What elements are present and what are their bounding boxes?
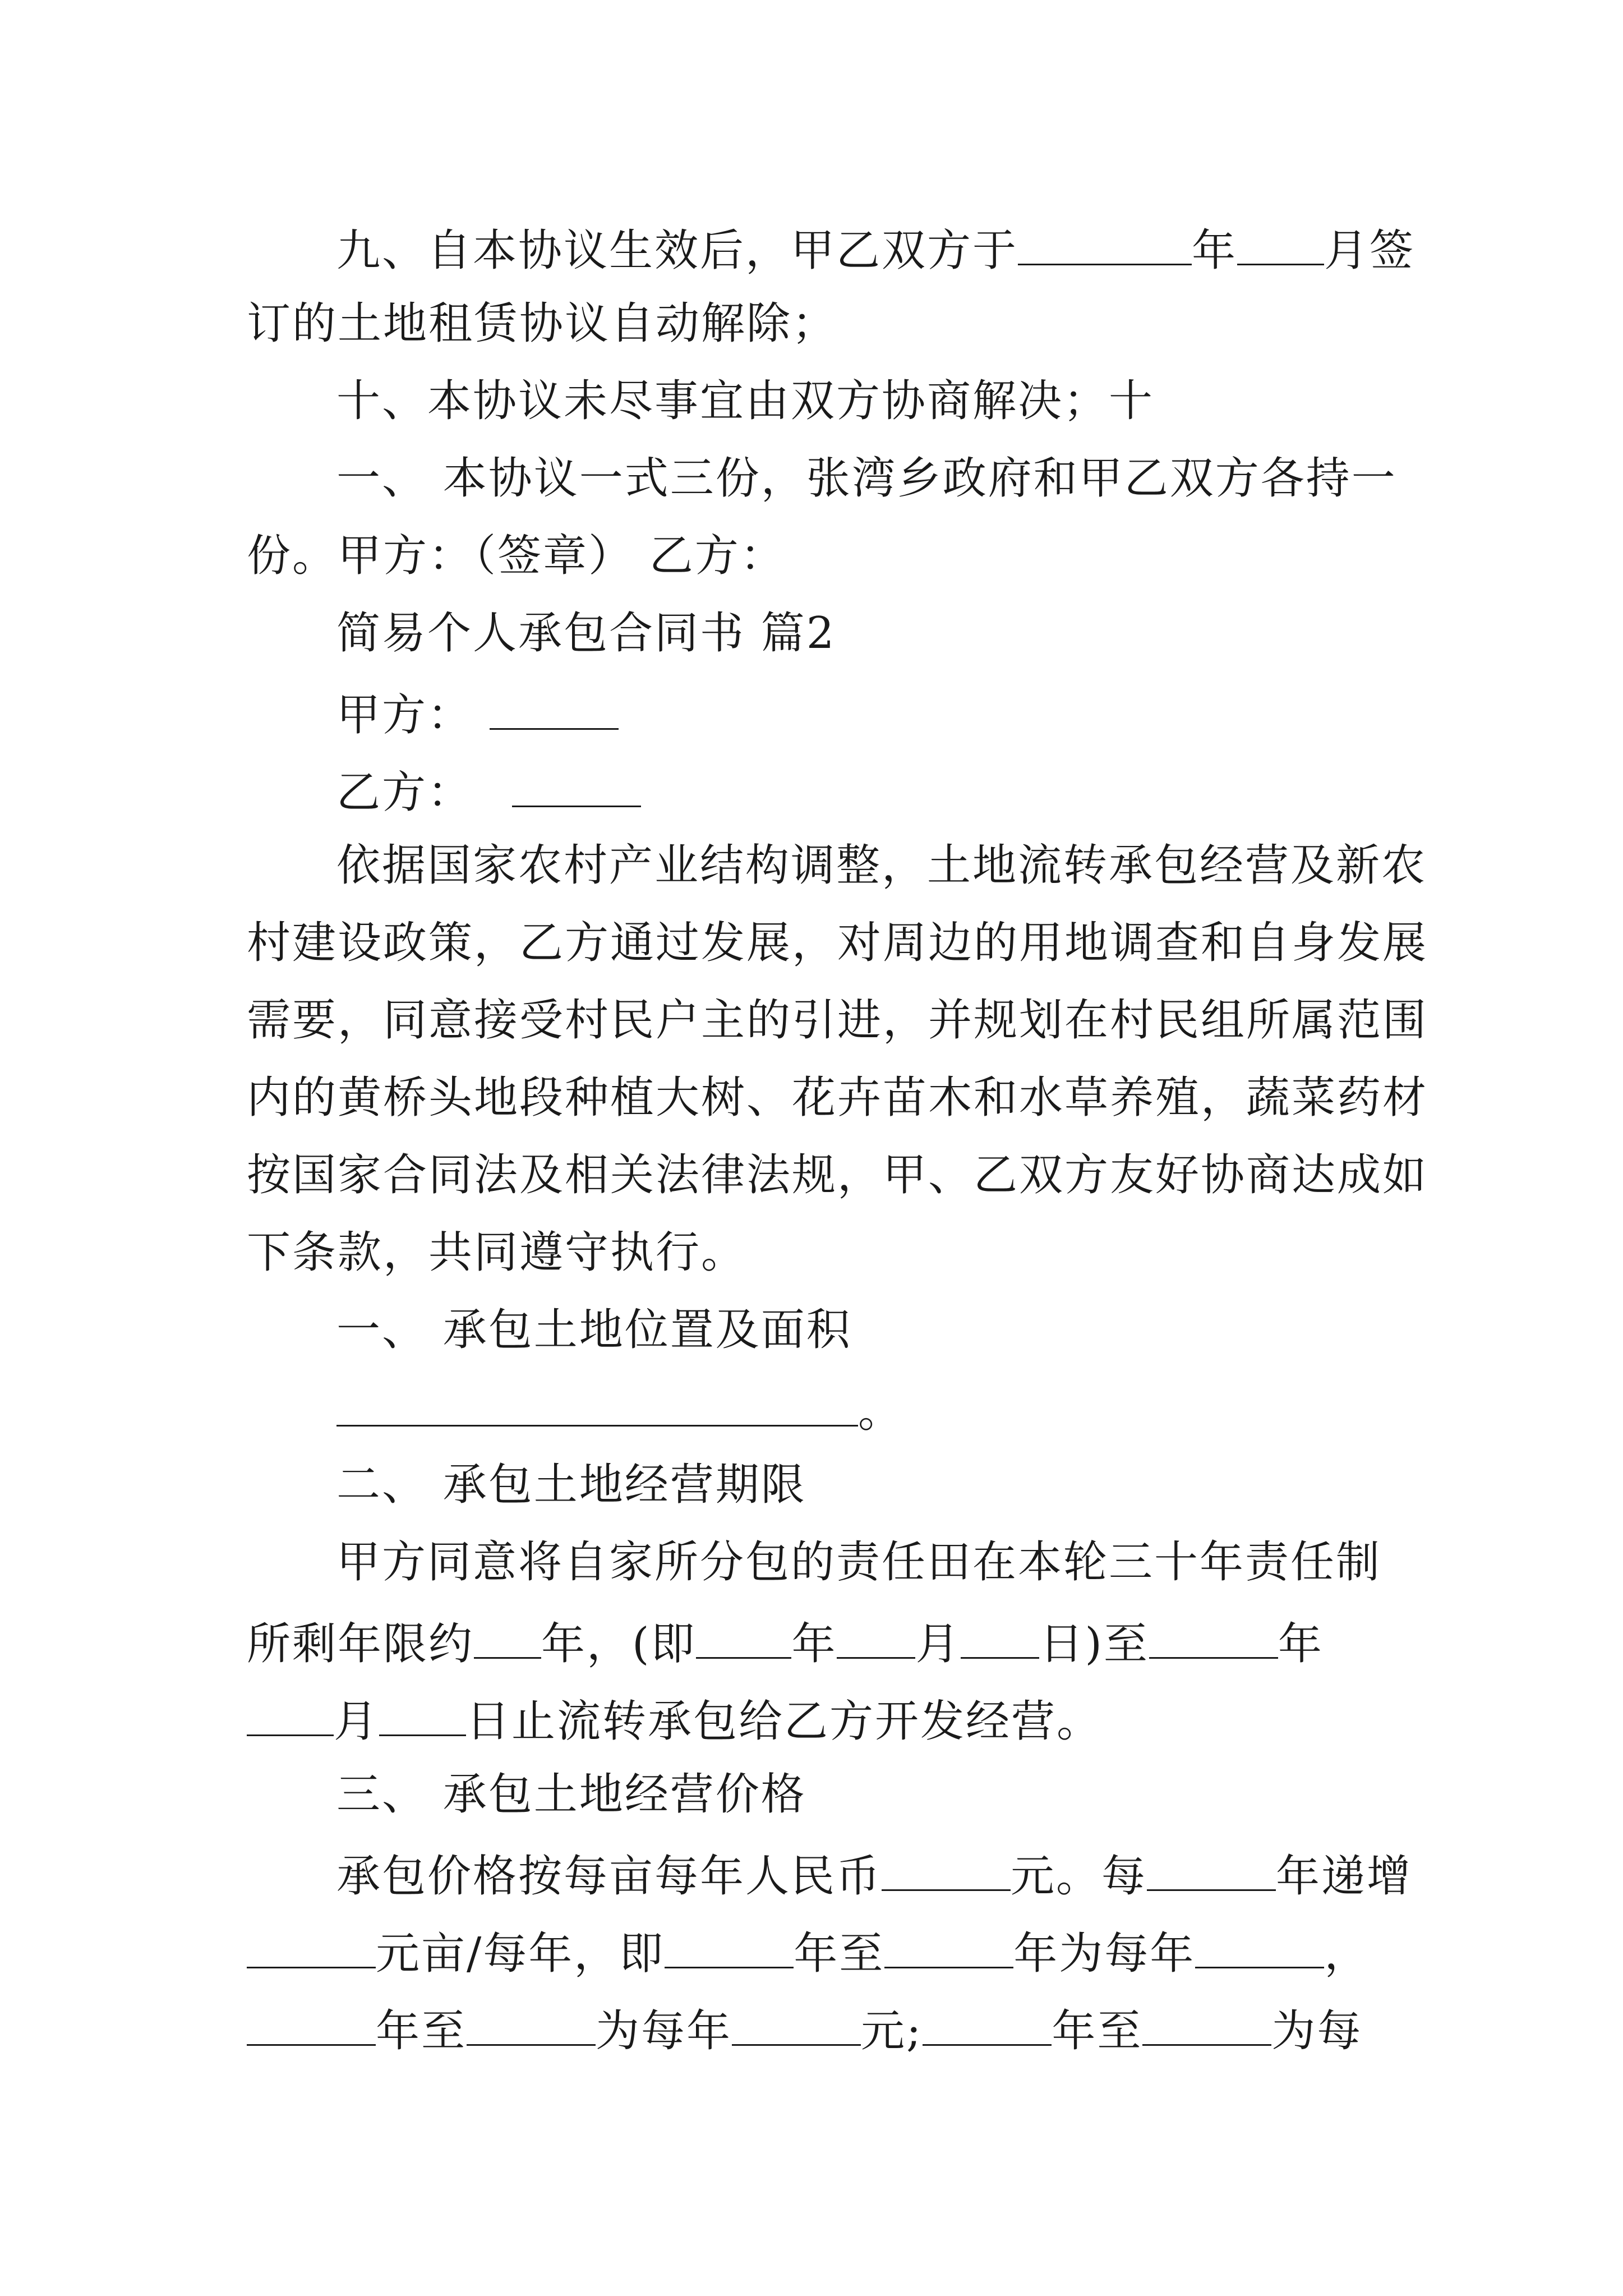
text-segment: 年 (791, 1619, 837, 1669)
text-segment: 元; (861, 2006, 923, 2056)
clause-heading (336, 1769, 806, 1820)
text-segment: 年为每年 (1013, 1929, 1196, 1979)
price-line-2 (247, 1927, 1370, 1979)
paragraph-line (336, 840, 1427, 891)
blank-field[interactable] (665, 1927, 794, 1968)
clause-heading (336, 1305, 852, 1355)
text-segment: 三、 承包土地经营价格 (336, 1769, 806, 1820)
text-segment: 月 (334, 1696, 380, 1747)
text-segment: 年至 (376, 2006, 467, 2056)
text-segment: 承包价格按每亩每年人民币 (336, 1851, 882, 1902)
paragraph-line (336, 1537, 1382, 1588)
blank-field[interactable] (1195, 1927, 1324, 1968)
blank-field[interactable] (247, 1695, 334, 1736)
blank-field[interactable] (961, 1618, 1039, 1659)
blank-field[interactable] (1237, 224, 1324, 265)
blank-field[interactable] (696, 1618, 791, 1659)
text-segment: 年至 (794, 1929, 885, 1979)
blank-field[interactable] (467, 2005, 596, 2046)
text-segment: 份。甲方：（签章） 乙方： (247, 531, 786, 581)
blank-field[interactable] (474, 1618, 541, 1659)
text-segment: 月 (915, 1619, 961, 1669)
paragraph-line (247, 1227, 747, 1278)
blank-field[interactable] (837, 1618, 915, 1659)
clause-9-line-1 (336, 224, 1415, 276)
blank-field[interactable] (1149, 1618, 1278, 1659)
text-segment: 元亩/每年，即 (376, 1929, 665, 1979)
text-segment: 。 (858, 1387, 904, 1437)
paragraph-line (247, 1150, 1428, 1200)
text-segment: 简易个人承包合同书 篇2 (336, 608, 836, 659)
party-a-line (336, 689, 619, 740)
clause-11-line-1 (336, 453, 1397, 504)
text-segment: 日止流转承包给乙方开发经营。 (466, 1696, 1103, 1747)
clause-heading (336, 1460, 806, 1510)
text-segment: 日)至 (1039, 1619, 1149, 1669)
term-line-1 (247, 1618, 1324, 1669)
blank-field[interactable] (882, 1850, 1011, 1891)
text-segment: 依据国家农村产业结构调整，土地流转承包经营及新农 (336, 840, 1427, 891)
signature-line (247, 531, 786, 581)
text-segment: 年 (1192, 226, 1238, 276)
text-segment: 一、 本协议一式三份，张湾乡政府和甲乙双方各持一 (336, 453, 1397, 504)
party-a-label: 甲方： (336, 690, 473, 740)
paragraph-line (247, 995, 1428, 1046)
party-b-label: 乙方： (336, 767, 473, 818)
section-title (336, 608, 836, 659)
text-segment: 年 (1278, 1619, 1324, 1669)
blank-field[interactable] (1147, 1850, 1276, 1891)
text-segment: 订的土地租赁协议自动解除； (247, 298, 838, 349)
blank-field[interactable] (1142, 2005, 1271, 2046)
text-segment: 年，(即 (541, 1619, 697, 1669)
location-area-blank[interactable] (336, 1386, 858, 1427)
blank-field[interactable] (247, 2005, 376, 2046)
text-segment: 内的黄桥头地段种植大树、花卉苗木和水草养殖，蔬菜药材 (247, 1073, 1428, 1123)
blank-field[interactable] (923, 2005, 1052, 2046)
text-segment: 需要，同意接受村民户主的引进，并规划在村民组所属范围 (247, 995, 1428, 1046)
blank-field[interactable] (379, 1695, 466, 1736)
party-a-blank[interactable] (490, 689, 619, 730)
location-blank-line (336, 1386, 904, 1437)
blank-field[interactable] (884, 1927, 1013, 1968)
clause-10-line (336, 376, 1155, 426)
text-segment: 年至 (1052, 2006, 1143, 2056)
paragraph-line (247, 1073, 1428, 1123)
text-segment: 按国家合同法及相关法律法规，甲、乙双方友好协商达成如 (247, 1150, 1428, 1200)
text-segment: 下条款，共同遵守执行。 (247, 1227, 747, 1278)
text-segment: 九、自本协议生效后，甲乙双方于 (336, 226, 1018, 276)
price-line-1 (336, 1850, 1413, 1902)
text-segment: 为每年 (596, 2006, 732, 2056)
text-segment: 月签 (1324, 226, 1415, 276)
clause-9-line-2 (247, 298, 838, 349)
party-b-blank[interactable] (512, 766, 641, 807)
paragraph-line (247, 918, 1428, 968)
price-line-3 (247, 2005, 1363, 2056)
term-line-2 (247, 1695, 1103, 1747)
text-segment: 为每 (1271, 2006, 1363, 2056)
text-segment: 一、 承包土地位置及面积 (336, 1305, 852, 1355)
blank-field[interactable] (1018, 224, 1192, 265)
blank-field[interactable] (247, 1927, 376, 1968)
text-segment: 所剩年限约 (247, 1619, 474, 1669)
text-segment: 十、本协议未尽事宜由双方协商解决；十 (336, 376, 1155, 426)
blank-field[interactable] (732, 2005, 861, 2046)
text-segment: 二、 承包土地经营期限 (336, 1460, 806, 1510)
text-segment: 村建设政策，乙方通过发展，对周边的用地调查和自身发展 (247, 918, 1428, 968)
text-segment: ， (1324, 1929, 1370, 1979)
text-segment: 年递增 (1276, 1851, 1413, 1902)
party-b-line (336, 766, 641, 818)
text-segment: 元。每 (1011, 1851, 1147, 1902)
text-segment: 甲方同意将自家所分包的责任田在本轮三十年责任制 (336, 1537, 1382, 1588)
